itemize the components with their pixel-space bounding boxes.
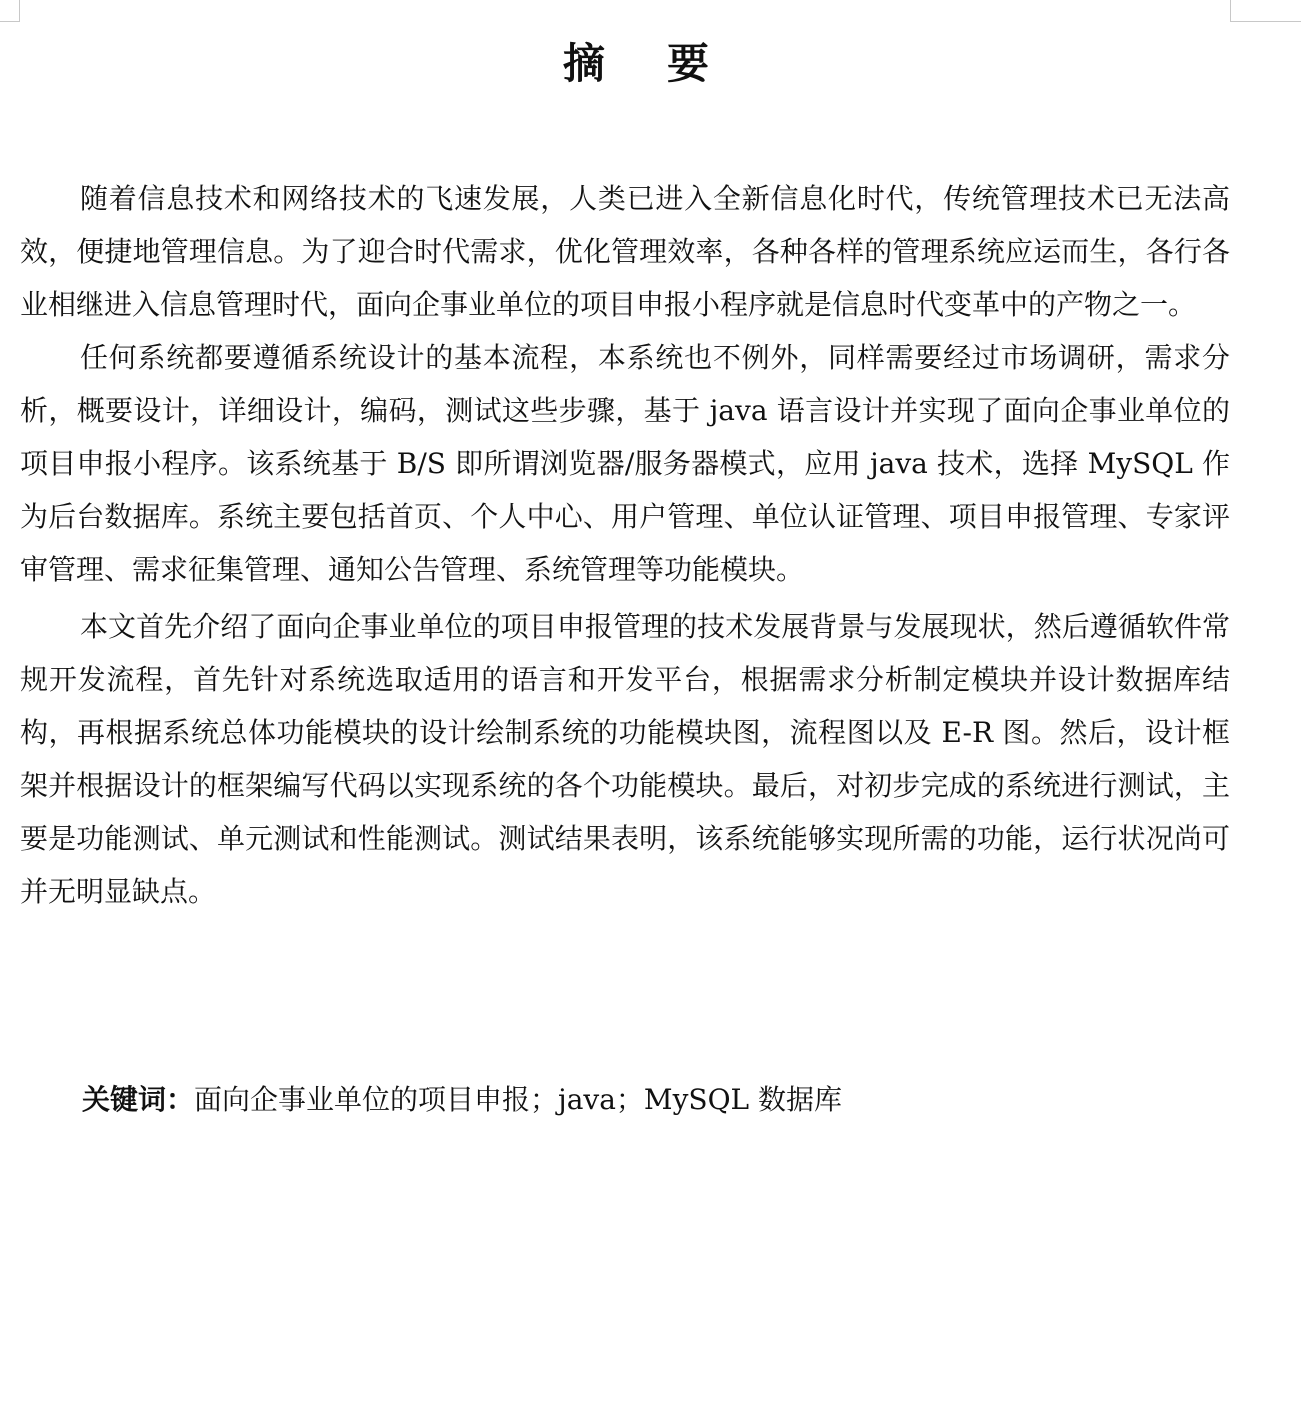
page-corner-mark-left bbox=[0, 0, 20, 22]
abstract-paragraph-3: 本文首先介绍了面向企事业单位的项目申报管理的技术发展背景与发展现状，然后遵循软件常规开发流程，首先针对系统选取适用的语言和开发平台，根据需求分析制定模块并设计数据库结构，再根据系统总体功能模块的设计绘制系统的功能模块图，流程图以及 E-R 图。然后，设计框架并根据设计的框架编写代码以实现系统的各个功能模块。最后，对初步完成的系统进行测试，主要是功能测试、单元测试和性能测试。测试结果表明，该系统能够实现所需的功能，运行状况尚可并无明显缺点。 bbox=[20, 610, 1230, 908]
keywords-label: 关键词： bbox=[82, 1083, 195, 1116]
title-char-2: 要 bbox=[667, 39, 712, 88]
abstract-title bbox=[0, 34, 1274, 94]
abstract-body bbox=[20, 172, 1230, 918]
keywords-line bbox=[82, 1073, 1232, 1126]
keywords-text: 面向企事业单位的项目申报；java；MySQL 数据库 bbox=[194, 1083, 843, 1116]
abstract-paragraph-1: 随着信息技术和网络技术的飞速发展，人类已进入全新信息化时代，传统管理技术已无法高效，便捷地管理信息。为了迎合时代需求，优化管理效率，各种各样的管理系统应运而生，各行各业相继进入信息管理时代，面向企事业单位的项目申报小程序就是信息时代变革中的产物之一。 bbox=[20, 182, 1230, 321]
title-char-1: 摘 bbox=[562, 39, 607, 88]
abstract-paragraph-2: 任何系统都要遵循系统设计的基本流程，本系统也不例外，同样需要经过市场调研，需求分析，概要设计，详细设计，编码，测试这些步骤，基于 java 语言设计并实现了面向企事业单位的项目申报小程序。该系统基于 B/S 即所谓浏览器/服务器模式，应用 java 技术，选择 MySQL 作为后台数据库。系统主要包括首页、个人中心、用户管理、单位认证管理、项目申报管理、专家评审管理、需求征集管理、通知公告管理、系统管理等功能模块。 bbox=[20, 341, 1230, 586]
page-corner-mark-right bbox=[1230, 0, 1301, 22]
